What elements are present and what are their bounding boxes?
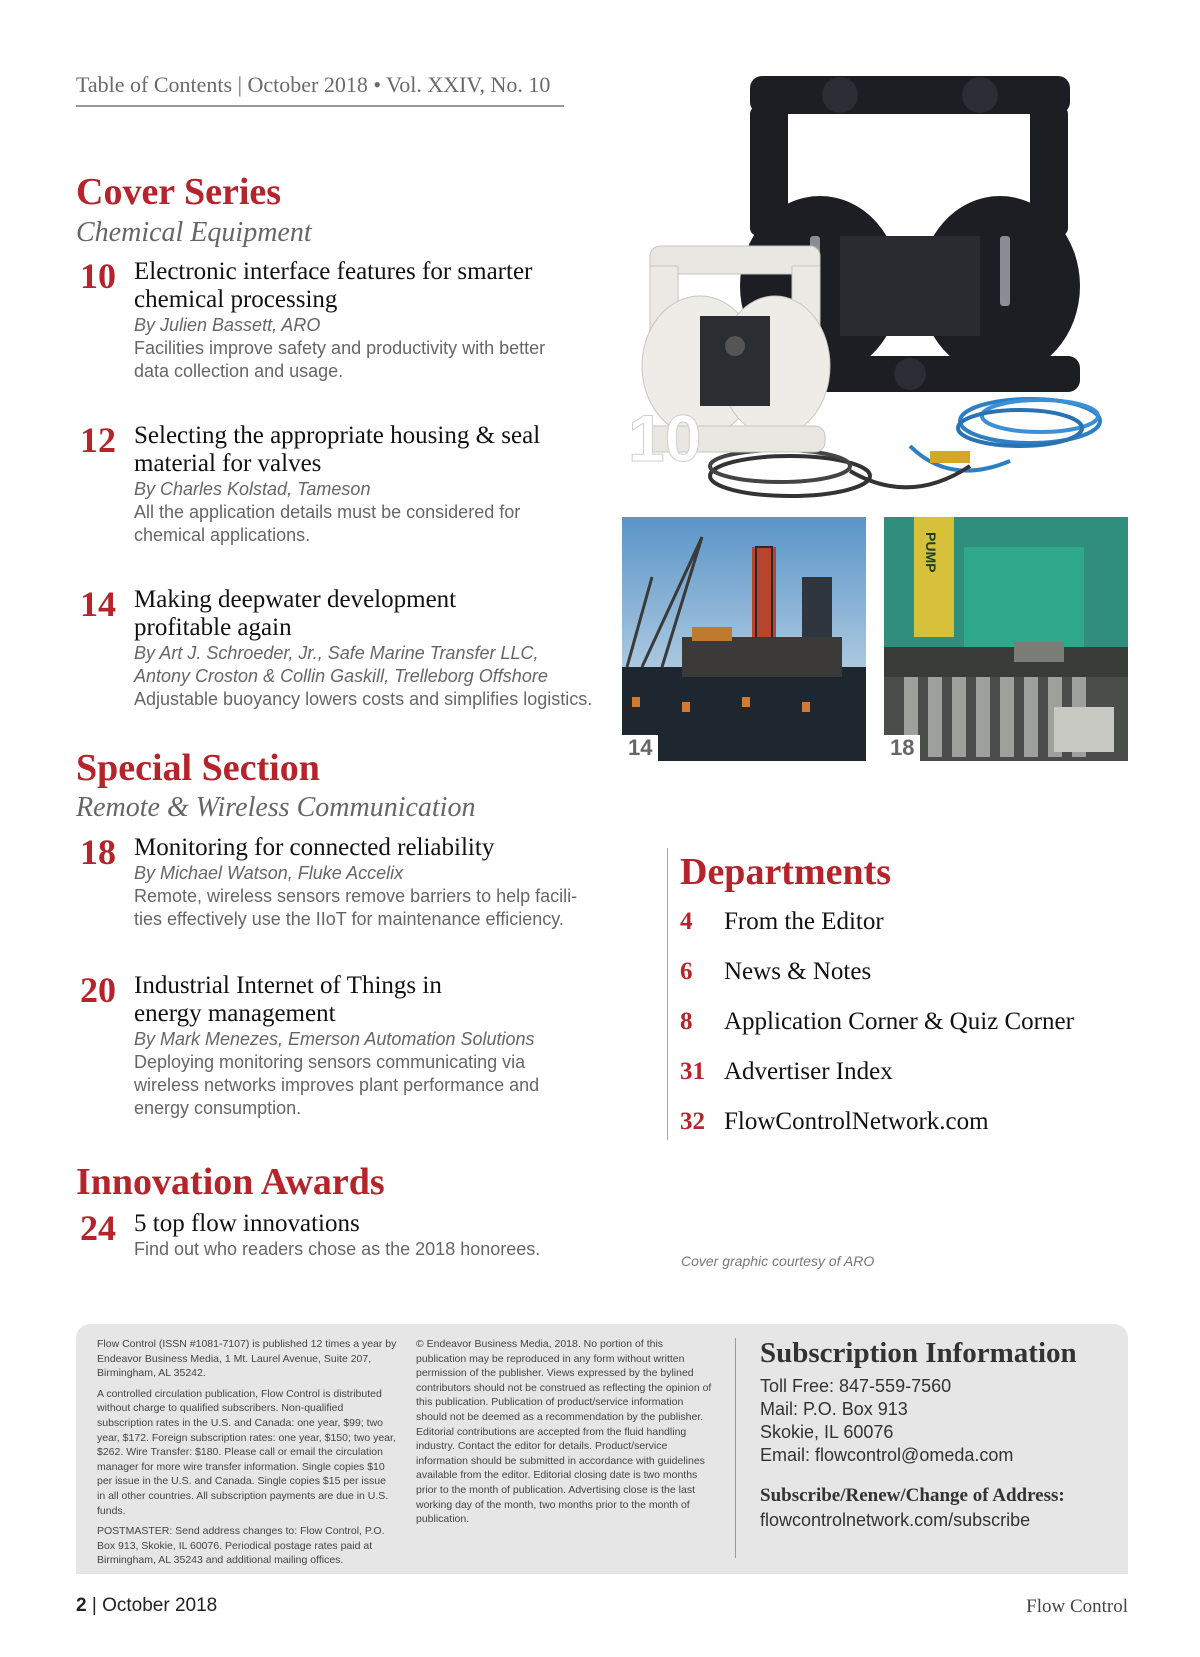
article-title: Industrial Internet of Things in [134,972,442,999]
article-title: Electronic interface features for smarter [134,258,533,285]
fine-print-paragraph: POSTMASTER: Send address changes to: Flow Control, P.O. Box 913, Skokie, IL 60076. Periodical postage rates paid at Birmingham, AL 35243 and additional mailing offices. [97,1525,385,1567]
article-byline: By Charles Kolstad, Tameson [134,479,371,499]
article-description: wireless networks improves plant performance and [134,1075,540,1095]
article-description: energy consumption. [134,1098,302,1118]
fine-print-column-1 [97,1337,397,1568]
department-label: Application Corner & Quiz Corner [724,1008,1074,1035]
publication-name: Flow Control [1026,1596,1128,1617]
article-title: energy management [134,1000,336,1027]
subscription-mail: Mail: P.O. Box 913 [760,1399,908,1419]
subscribe-renew-label: Subscribe/Renew/Change of Address: [760,1485,1065,1506]
cover-page-label: 10 [628,401,702,475]
article-title: 5 top flow innovations [134,1210,360,1237]
cover-series-subtitle: Chemical Equipment [76,217,312,248]
article-description: Adjustable buoyancy lowers costs and simplifies logistics. [134,689,593,709]
article-title: chemical processing [134,286,338,313]
department-label: Advertiser Index [724,1058,893,1085]
department-label: News & Notes [724,958,872,985]
special-section-title: Special Section [76,747,320,789]
header-rule [76,105,564,107]
page-footer-left [76,1595,217,1617]
article-title: profitable again [134,614,292,641]
article-page-number: 12 [80,420,116,460]
department-item[interactable] [680,908,1120,948]
article-description: chemical applications. [134,525,311,545]
department-page-number: 8 [680,1008,693,1035]
department-item[interactable] [680,958,1120,998]
article-byline: Antony Croston & Collin Gaskill, Trelleborg Offshore [134,666,548,686]
department-item[interactable] [680,1108,1120,1148]
footer-divider [735,1338,736,1558]
innovation-awards-title: Innovation Awards [76,1161,385,1203]
subscription-phone: Toll Free: 847-559-7560 [760,1376,952,1396]
article-description: Find out who readers chose as the 2018 honorees. [134,1239,541,1259]
department-page-number: 32 [680,1108,705,1135]
fine-print-paragraph: © Endeavor Business Media, 2018. No portion of this publication may be reproduced in any form without written permission of the publisher. Views expressed by the bylined contributors should not be construed as reflecting the opinion of this publication. Publication of product/service information should not be deemed as a recommendation by the publisher. Editorial contributions are accepted from the fluid handling industry. Contact the editor for details. Product/service information should be submitted in accordance with guidelines available from the editor. Editorial closing date is two months prior to the month of publication. Advertising close is the last working day of the month, two months prior to the month of publication. [416,1338,712,1526]
footer-date: October 2018 [102,1595,218,1616]
subscription-title: Subscription Information [760,1337,1077,1369]
motor-page-label: 18 [884,735,920,761]
article-description: ties effectively use the IIoT for maintenance efficiency. [134,909,564,929]
article-description: Remote, wireless sensors remove barriers to help facili- [134,886,578,906]
pump-sticker-text: PUMP [923,532,939,573]
offshore-rig-photo [622,517,866,761]
article-title: material for valves [134,450,322,477]
article-page-number: 14 [80,584,116,624]
motor-pump-photo [884,517,1128,761]
fine-print-paragraph: Flow Control (ISSN #1081-7107) is published 12 times a year by Endeavor Business Media, 1 Mt. Laurel Avenue, Suite 207, Birmingham, AL 35242. [97,1338,397,1380]
special-section-subtitle: Remote & Wireless Communication [76,792,476,823]
article-title: Monitoring for connected reliability [134,834,495,861]
department-page-number: 4 [680,908,693,935]
subscription-email[interactable]: Email: flowcontrol@omeda.com [760,1445,1014,1465]
department-page-number: 6 [680,958,693,985]
article-title: Selecting the appropriate housing & seal [134,422,541,449]
article-title: Making deepwater development [134,586,457,613]
page-number: 2 [76,1595,87,1616]
department-page-number: 31 [680,1058,705,1085]
article-page-number: 18 [80,832,116,872]
article-page-number: 10 [80,256,116,296]
article-description: Deploying monitoring sensors communicating via [134,1052,526,1072]
article-byline: By Julien Bassett, ARO [134,315,321,335]
cover-credit: Cover graphic courtesy of ARO [681,1253,875,1269]
footer-separator: | [86,1595,103,1616]
article-byline: By Art J. Schroeder, Jr., Safe Marine Transfer LLC, [134,643,539,663]
department-item[interactable] [680,1008,1120,1048]
fine-print-paragraph: A controlled circulation publication, Flow Control is distributed without charge to qualified subscribers. Non-qualified subscription rates in the U.S. and Canada: one year, $99; two year, $172. Foreign subscription rates: one year, $150; two year, $262. Wire Transfer: $180. Please call or email the circulation manager for more wire transfer information. Single copies $10 per issue in the U.S. and Canada. Single copies $15 per issue in all other countries. All subscription payments are due in U.S. funds. [97,1387,396,1517]
article-page-number: 20 [80,970,116,1010]
department-item[interactable] [680,1058,1120,1098]
departments-title: Departments [680,851,892,893]
subscribe-link[interactable]: flowcontrolnetwork.com/subscribe [760,1510,1031,1530]
fine-print-column-2 [416,1337,716,1527]
departments-divider [667,848,668,1140]
department-label: From the Editor [724,908,884,935]
cover-series-title: Cover Series [76,171,282,213]
article-description: Facilities improve safety and productivity with better [134,338,546,358]
article-byline: By Michael Watson, Fluke Accelix [134,863,404,883]
toc-header: Table of Contents | October 2018 • Vol. XXIV, No. 10 [76,72,551,97]
article-page-number: 24 [80,1208,116,1248]
cover-pump-image [610,66,1130,506]
rig-page-label: 14 [622,735,658,761]
subscription-city: Skokie, IL 60076 [760,1422,894,1442]
article-description: data collection and usage. [134,361,344,381]
article-byline: By Mark Menezes, Emerson Automation Solutions [134,1029,535,1049]
article-description: All the application details must be considered for [134,502,521,522]
department-label: FlowControlNetwork.com [724,1108,989,1135]
